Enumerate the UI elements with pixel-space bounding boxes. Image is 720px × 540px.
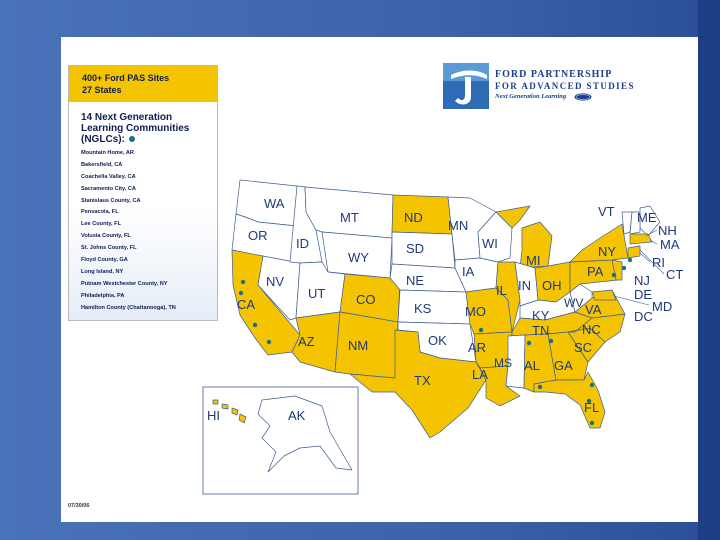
site-dot bbox=[538, 385, 542, 389]
label-ar: AR bbox=[468, 340, 487, 355]
label-ga: GA bbox=[554, 358, 573, 373]
label-ma: MA bbox=[660, 237, 680, 252]
site-dot bbox=[612, 273, 616, 277]
label-vt: VT bbox=[598, 204, 615, 219]
label-nm: NM bbox=[348, 338, 369, 353]
label-md: MD bbox=[652, 299, 673, 314]
leader-line bbox=[640, 253, 650, 262]
site-dot-legend-icon bbox=[129, 136, 135, 142]
label-al: AL bbox=[524, 358, 540, 373]
label-wa: WA bbox=[264, 196, 285, 211]
label-ut: UT bbox=[308, 286, 326, 301]
label-nc: NC bbox=[582, 322, 601, 337]
label-az: AZ bbox=[298, 334, 315, 349]
site-dot bbox=[479, 328, 483, 332]
logo-line1: FORD PARTNERSHIP bbox=[495, 69, 613, 80]
label-me: ME bbox=[637, 210, 657, 225]
label-or: OR bbox=[248, 228, 268, 243]
site-dot bbox=[622, 266, 626, 270]
label-ak: AK bbox=[288, 408, 306, 423]
list-item: Mountain Home, AR bbox=[81, 150, 134, 156]
label-ri: RI bbox=[652, 255, 665, 270]
state-ne bbox=[390, 264, 466, 292]
label-mi: MI bbox=[526, 253, 541, 268]
site-dot bbox=[253, 323, 257, 327]
label-ia: IA bbox=[462, 264, 475, 279]
label-ms: MS bbox=[494, 356, 512, 370]
list-item: Lee County, FL bbox=[81, 221, 121, 228]
fpas-logo-icon bbox=[443, 63, 489, 109]
label-mt: MT bbox=[340, 210, 359, 225]
label-mn: MN bbox=[448, 218, 469, 233]
label-in: IN bbox=[518, 278, 531, 293]
label-wy: WY bbox=[348, 250, 369, 265]
state-ma bbox=[630, 234, 652, 244]
logo-line2: FOR ADVANCED STUDIES bbox=[495, 81, 635, 91]
label-ky: KY bbox=[532, 308, 550, 323]
label-ok: OK bbox=[428, 333, 447, 348]
list-item: Coachella Valley, CA bbox=[81, 173, 136, 180]
label-nd: ND bbox=[404, 210, 423, 225]
list-item: Volusia County, FL bbox=[81, 233, 131, 240]
site-dot bbox=[549, 339, 553, 343]
label-nh: NH bbox=[658, 223, 677, 238]
label-ct: CT bbox=[666, 267, 684, 282]
list-item: St. Johns County, FL bbox=[81, 245, 137, 252]
label-sd: SD bbox=[406, 241, 425, 256]
label-de: DE bbox=[634, 287, 653, 302]
nglc-site-list bbox=[81, 148, 215, 314]
date-stamp: 07/30/06 bbox=[68, 503, 90, 509]
site-dot bbox=[527, 341, 531, 345]
list-item: Pensacola, FL bbox=[81, 209, 119, 216]
info-box bbox=[68, 65, 218, 321]
list-item: Stanislaus County, CA bbox=[81, 197, 141, 204]
label-ca: CA bbox=[237, 297, 256, 312]
site-dot bbox=[628, 258, 632, 262]
list-item: Sacramento City, CA bbox=[81, 185, 136, 192]
ford-pas-logo bbox=[443, 63, 675, 110]
nglc-title-text: 14 Next Generation Learning Communities (NGLCs): bbox=[81, 112, 190, 145]
label-nj: NJ bbox=[634, 273, 650, 288]
list-item: Philadelphia, PA bbox=[81, 292, 125, 299]
label-sc: SC bbox=[574, 340, 593, 355]
sites-count: 400+ Ford PAS Sites bbox=[82, 73, 170, 83]
label-dc: DC bbox=[634, 309, 653, 324]
label-id: ID bbox=[296, 236, 309, 251]
label-ny: NY bbox=[598, 244, 617, 259]
logo-tagline: Next Generation Learning bbox=[495, 93, 567, 100]
list-item: Long Island, NY bbox=[81, 268, 124, 275]
states-count: 27 States bbox=[82, 85, 122, 95]
site-dot bbox=[590, 383, 594, 387]
state-ct bbox=[628, 246, 640, 258]
label-la: LA bbox=[472, 367, 488, 382]
label-mo: MO bbox=[465, 304, 486, 319]
label-ks: KS bbox=[414, 301, 432, 316]
label-il: IL bbox=[496, 283, 507, 298]
list-item: Hamilton County (Chattanooga), TN bbox=[81, 304, 176, 311]
label-wv: WV bbox=[564, 296, 584, 310]
state-ks bbox=[398, 290, 470, 324]
state-md bbox=[592, 290, 616, 300]
list-item: Floyd County, GA bbox=[81, 257, 128, 264]
label-fl: FL bbox=[584, 400, 600, 415]
label-nv: NV bbox=[266, 274, 285, 289]
label-co: CO bbox=[356, 292, 376, 307]
label-wi: WI bbox=[482, 236, 498, 251]
label-oh: OH bbox=[542, 278, 562, 293]
info-header bbox=[69, 66, 217, 102]
label-tn: TN bbox=[532, 323, 550, 338]
ford-oval-icon bbox=[574, 93, 592, 101]
list-item: Putnam Westchester County, NY bbox=[81, 280, 168, 287]
site-dot bbox=[241, 280, 245, 284]
site-dot bbox=[590, 421, 594, 425]
site-dot bbox=[239, 291, 243, 295]
label-ne: NE bbox=[406, 273, 425, 288]
list-item: Bakersfield, CA bbox=[81, 161, 123, 168]
label-pa: PA bbox=[587, 264, 604, 279]
label-hi: HI bbox=[207, 408, 220, 423]
label-tx: TX bbox=[414, 373, 431, 388]
site-dot bbox=[267, 340, 271, 344]
label-va: VA bbox=[585, 302, 602, 317]
nglc-title bbox=[81, 112, 211, 145]
